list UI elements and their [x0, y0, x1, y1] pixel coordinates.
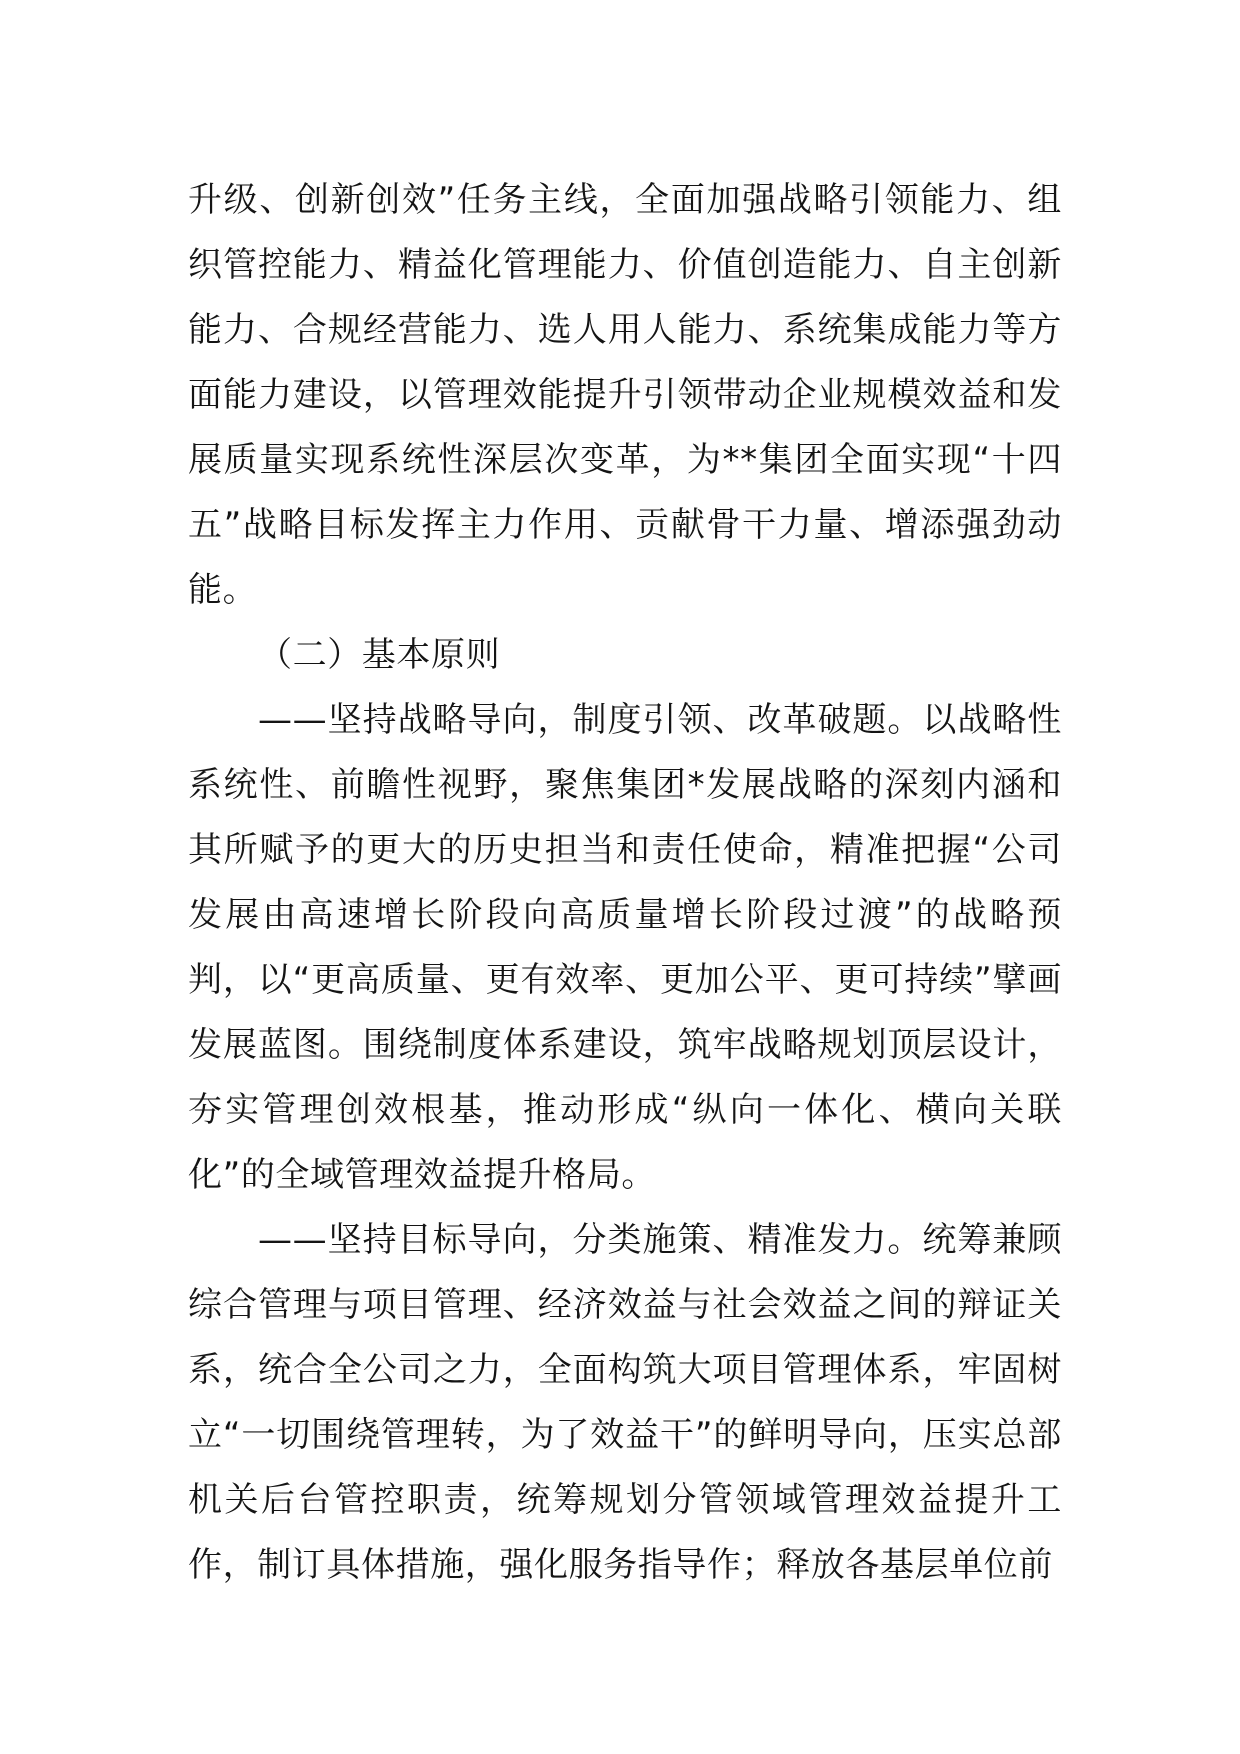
document-body [188, 168, 1062, 1598]
principle-strategy-oriented: ——坚持战略导向，制度引领、改革破题。以战略性系统性、前瞻性视野，聚焦集团*发展战略的深刻内涵和其所赋予的更大的历史担当和责任使命，精准把握“公司发展由高速增长阶段向高质量增长阶段过渡”的战略预判，以“更高质量、更有效率、更加公平、更可持续”擘画发展蓝图。围绕制度体系建设，筑牢战略规划顶层设计，夯实管理创效根基，推动形成“纵向一体化、横向关联化”的全域管理效益提升格局。 [188, 700, 1062, 1195]
section-heading-basic-principles: （二）基本原则 [258, 635, 501, 675]
body-paragraph-continuation: 升级、创新创效”任务主线，全面加强战略引领能力、组织管控能力、精益化管理能力、价值创造能力、自主创新能力、合规经营能力、选人用人能力、系统集成能力等方面能力建设，以管理效能提升引领带动企业规模效益和发展质量实现系统性深层次变革，为**集团全面实现“十四五”战略目标发挥主力作用、贡献骨干力量、增添强劲动能。 [188, 180, 1062, 610]
principle-goal-oriented: ——坚持目标导向，分类施策、精准发力。统筹兼顾综合管理与项目管理、经济效益与社会效益之间的辩证关系，统合全公司之力，全面构筑大项目管理体系，牢固树立“一切围绕管理转，为了效益干”的鲜明导向，压实总部机关后台管控职责，统筹规划分管领域管理效益提升工作，制订具体措施，强化服务指导作；释放各基层单位前 [188, 1220, 1062, 1585]
